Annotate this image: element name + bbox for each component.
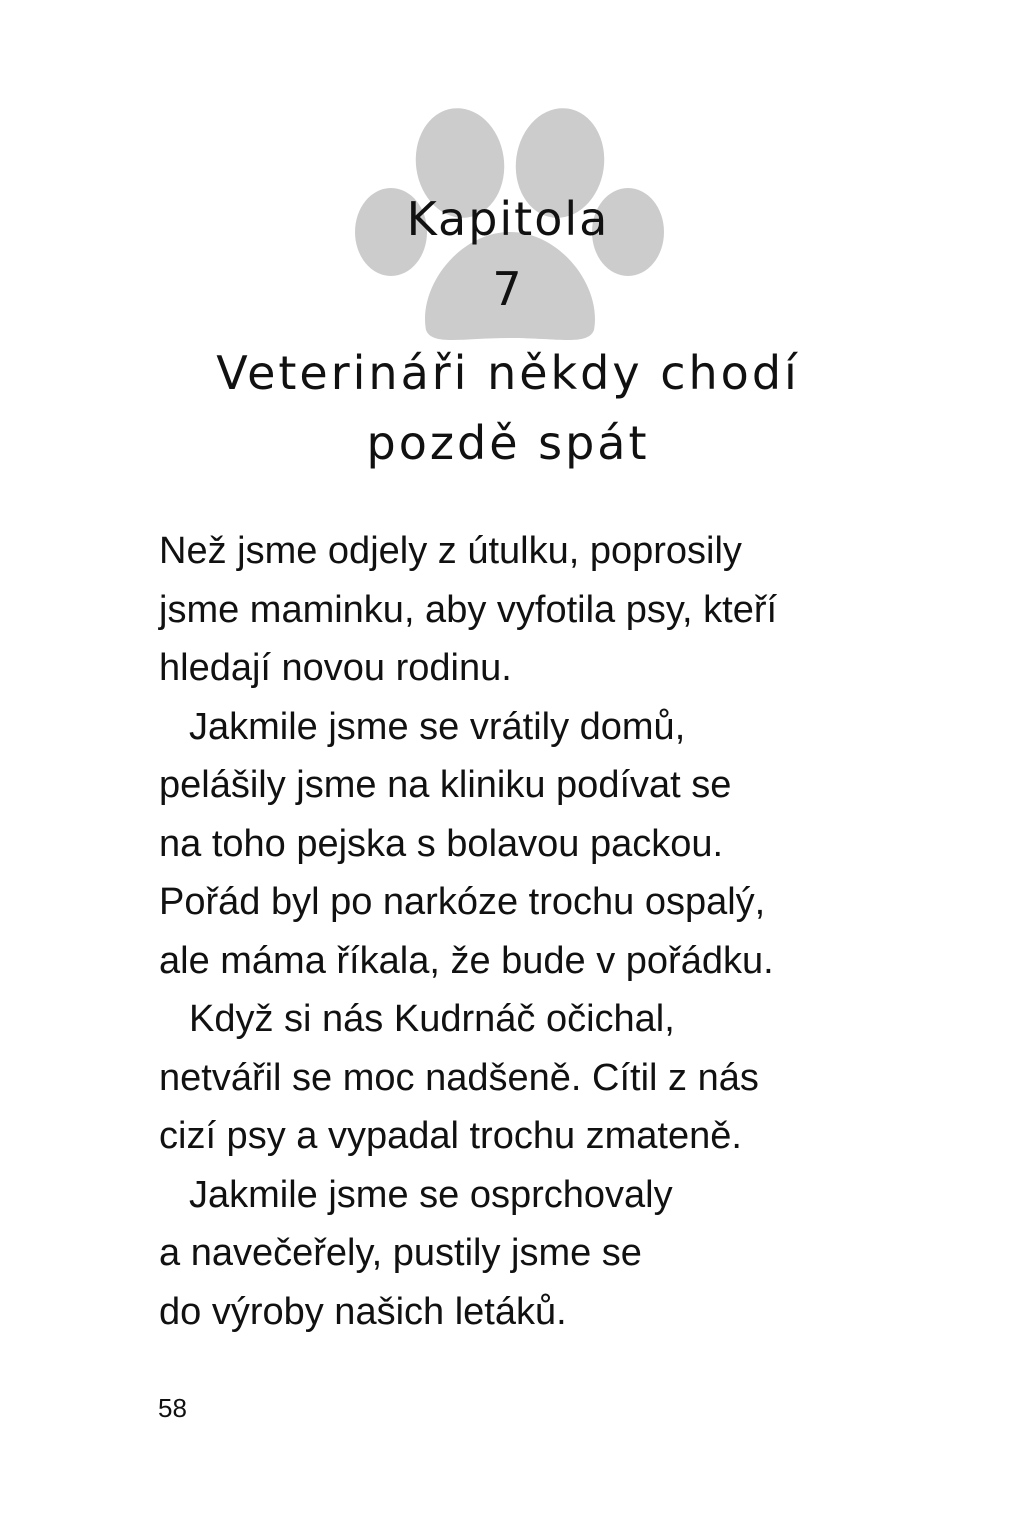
text-line: na toho pejska s bolavou packou. [159, 822, 724, 865]
text-line: cizí psy a vypadal trochu zmateně. [159, 1115, 742, 1157]
text-line: a navečeřely, pustily jsme se [159, 1232, 642, 1274]
text-line: Když si nás Kudrnáč očichal, [189, 998, 675, 1040]
chapter-title-line: Veterináři někdy chodí [216, 346, 800, 400]
chapter-label: Kapitola [406, 192, 610, 246]
body-text [159, 522, 879, 1341]
text-line: Než jsme odjely z útulku, poprosily [159, 530, 742, 572]
chapter-title [0, 338, 1016, 478]
text-line: netvářil se moc nadšeně. Cítil z nás [159, 1056, 759, 1099]
chapter-title-line: pozdě spát [366, 416, 650, 470]
chapter-number: 7 [492, 262, 524, 316]
text-line: Jakmile jsme se vrátily domů, [189, 705, 686, 748]
text-line: do výroby našich letáků. [159, 1290, 567, 1333]
text-line: jsme maminku, aby vyfotila psy, kteří [159, 588, 778, 631]
text-line: ale máma říkala, že bude v pořádku. [159, 939, 774, 982]
text-line: pelášily jsme na kliniku podívat se [159, 764, 732, 806]
page-number: 58 [158, 1393, 187, 1423]
text-line: Pořád byl po narkóze trochu ospalý, [159, 881, 766, 923]
text-line: Jakmile jsme se osprchovaly [189, 1173, 673, 1216]
text-line: hledají novou rodinu. [159, 647, 512, 689]
